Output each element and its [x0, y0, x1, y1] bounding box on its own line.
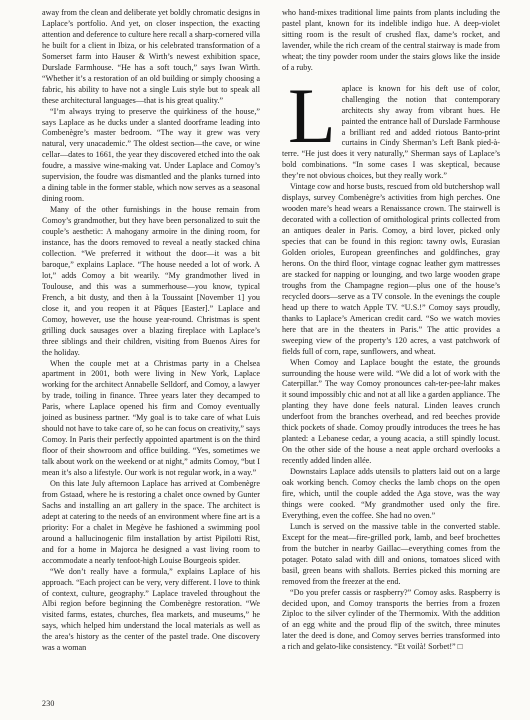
drop-cap: L	[288, 71, 336, 159]
paragraph: “I’m always trying to preserve the quirkiness of the house,” says Laplace as he ducks under a slanted doorframe leading into Combenègre’s master bedroom. “The way it grew was very natural, very unacademic.” The oldest section—the cave, or wine cellar—dates to 1661, the year they discovered etched into the oak foudre, a massive wine-making vat. Under Laplace and Comoy’s supervision, the foudre was dismantled and the planks turned into a dining table in the former stable, which now serves as a seasonal dining room.	[42, 106, 260, 204]
dropcap-paragraph	[282, 71, 500, 183]
page-number: 230	[42, 699, 55, 708]
paragraph: When Comoy and Laplace bought the estate, the grounds surrounding the house were wild. “We did a lot of work with the Caterpillar.” The way Comoy pronounces cah-ter-pee-lahr makes it sound impossibly chic and not at all like a garden appliance. The planting they have done feels natural. Linden leaves crunch underfoot from the branches overhead, and red beeches provide thick pockets of shade. Comoy proudly introduces the trees he has planted: a Lebanese cedar, a young acacia, a still spindly locust. On the other side of the house a neat apple orchard overlooks a recently added linden allée.	[282, 357, 500, 466]
left-column	[42, 8, 260, 654]
paragraph: Downstairs Laplace adds utensils to platters laid out on a large oak working bench. Comoy checks the lamb chops on the open fire, which, until the couple added the Aga stove, was the way things were cooked. “My grandmother used only the fire. Everything, even the coffee. She had no oven.”	[282, 467, 500, 520]
paragraph: Vintage cow and horse busts, rescued from old butchershop wall displays, survey Combenègre’s activities from high perches. One wooden mare’s head wears a Renaissance crown. The stairwell is decorated with a collection of ornithological prints collected from an antiques dealer in Paris. Comoy, a bird lover, picked only species that can be found in this region: tawny owls, Eurasian Golden orioles, European greenfinches and goldfinches, gray herons. On the third floor, vintage cognac leather gym mattresses are stacked for napping or lounging, and two large wooden grape troughs from the Champagne region—plus one of the house’s recycled doors—serve as a TV console. In the evenings the couple head up there to watch Apple TV. “U.S.!” Comoy says proudly, thanks to Laplace’s American credit card. “So we watch movies here that are in the theaters in Paris.” The attic provides a sweeping view of the property’s 120 acres, a vast patchwork of fields full of corn, rape, sunflowers, and wheat.	[282, 182, 500, 356]
paragraph: On this late July afternoon Laplace has arrived at Combenègre from Gstaad, where he is restoring a chalet once owned by Gunter Sachs and installing an art gallery in the space. The architect is adept at catering to the needs of an environment where fine art is a priority: For a chalet in Megève he fashioned a swimming pool around a hallucinogenic film installation by artist Pipilotti Rist, and for a home in Majorca he designed a vast living room to accommodate a nearly tenfoot-high Louise Bourgeois spider.	[42, 478, 260, 565]
paragraph: “We don’t really have a formula,” explains Laplace of his approach. “Each project can be very, very different. I love to think of context, culture, geography.” Laplace traveled throughout the Albi region before beginning the Combenègre restoration. “We visited farms, estates, churches, flea markets, and museums,” he says, which helped him understand the local materials as well as the area’s history as the center of the pastel trade. One discovery was a woman	[42, 566, 260, 653]
paragraph: who hand-mixes traditional lime paints from plants including the pastel plant, known for its indelible indigo hue. A deep-violet sitting room is the result of crushed flax, dame’s rocket, and lavender, while the rich cream of the central stairway is made from wheat; the tiny powder room under the stairs glows like the inside of a ruby.	[282, 8, 500, 72]
paragraph: Many of the other furnishings in the house remain from Comoy’s grandmother, but they have been personalized to suit the couple’s aesthetic: A mahogany armoire in the dining room, for instance, has the doors removed to reveal a neatly stacked china collection. “We preferred it without the door—it was a bit baroque,” explains Laplace. “The house needed a lot of work. A lot,” adds Comoy a bit wearily. “My grandmother lived in Toulouse, and this was a summerhouse—you know, typical French, a bit dusty, and then à la Toussaint [November 1] you close it, and you reopen it at Pâques [Easter].” Laplace and Comoy, however, use the house year-round. Christmas is spent grilling duck sausages over a blazing fireplace with Laplace’s three siblings and their children, visiting from Buenos Aires for the holiday.	[42, 205, 260, 357]
paragraph: When the couple met at a Christmas party in a Chelsea apartment in 2001, both were living in New York, Laplace working for the architect Annabelle Selldorf, and Comoy, a lawyer by trade, toiling in finance. Three years later they decamped to Paris, where Laplace opened his firm and Comoy eventually joined as business partner. “My goal is to take care of what Luis should not have to take care of, so he can focus on creativity,” says Comoy. In Paris their perfectly appointed apartment is on the third floor of their showroom and office building. “Yes, sometimes we talk about work on the weekend or at night,” admits Comoy, “but I mean it’s also a lifestyle. Our work is not regular work, in a way.”	[42, 358, 260, 478]
paragraph: “Do you prefer cassis or raspberry?” Comoy asks. Raspberry is decided upon, and Comoy transports the berries from a frozen Ziploc to the silver cylinder of the Thermomix. With the addition of an egg white and the proud flip of the switch, three minutes later the deed is done, and Comoy serves berries transformed into a rich and gelato-like consistency. “Et voilà! Sorbet!” □	[282, 587, 500, 652]
paragraph: Lunch is served on the massive table in the converted stable. Except for the meat—fire-grilled pork, lamb, and beef brochettes from the butcher in nearby Gaillac—everything comes from the potager. Potato salad with dill and onions, tomatoes sliced with basil, green beans with shallots. Berries picked this morning are removed from the freezer at the end.	[282, 521, 500, 586]
paragraph: away from the clean and deliberate yet boldly chromatic designs in Laplace’s portfolio. And yet, on closer inspection, the exacting attention and deference to culture here recall a sharp-cornered villa he built for a client in Ibiza, or his celebrated transformation of a Somerset farm into Hauser & Wirth’s newest exhibition space, Durslade Farmhouse. “He has a soft touch,” says Iwan Wirth. “Whether it’s a restoration of an old building or simply choosing a fabric, his ability to have not a single Luis style but to speak all these architectural languages—that is his great quality.”	[42, 8, 260, 105]
paragraph: aplace is known for his deft use of color, challenging the notion that contemporary architects shy away from vibrant hues. He painted the entrance hall of Durslade Farmhouse a brilliant red and added riotous Banto-print curtains in Cindy Sherman’s Left Bank pied-à-terre. “He just does it very naturally,” Sherman says of Laplace’s bold combinations. “In some cases I was skeptical, because they’re not obvious choices, but they really work.”	[282, 83, 500, 181]
right-column	[282, 8, 500, 653]
